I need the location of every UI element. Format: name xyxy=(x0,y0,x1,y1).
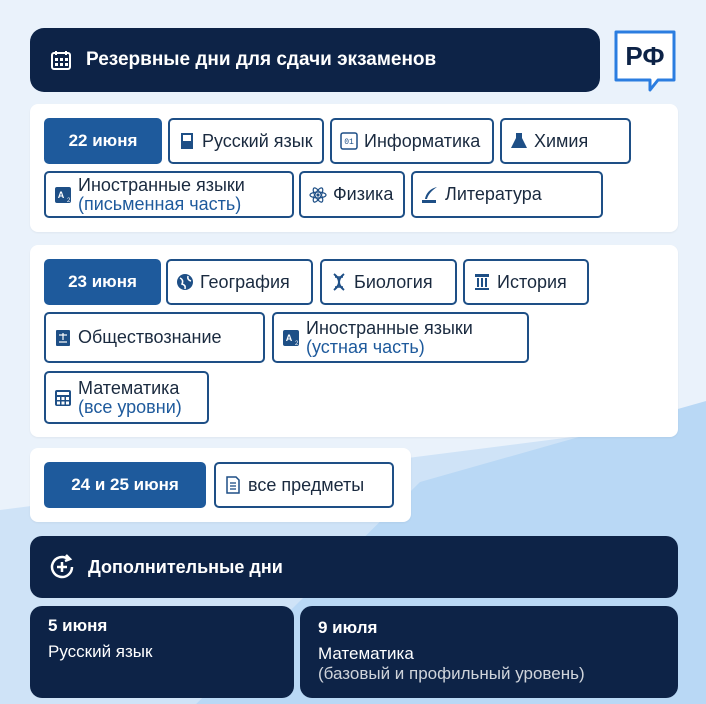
law-book-icon xyxy=(54,329,72,347)
svg-text:A: A xyxy=(285,332,293,343)
subject-label: Информатика xyxy=(364,130,481,151)
rf-logo xyxy=(612,28,678,94)
additional-day-card xyxy=(300,606,678,698)
subject-sublabel: (все уровни) xyxy=(78,396,182,417)
svg-text:2: 2 xyxy=(67,197,71,204)
subject-chip[interactable] xyxy=(166,259,313,305)
subject-chip[interactable] xyxy=(411,171,603,218)
document-icon xyxy=(224,476,242,494)
svg-text:A: A xyxy=(57,189,65,200)
subject-label: Обществознание xyxy=(78,327,222,347)
date-badge: 23 июня xyxy=(44,259,161,305)
subject-label: Русский язык xyxy=(202,130,313,151)
binary-icon xyxy=(340,132,358,150)
header-title: Резервные дни для сдачи экзаменов xyxy=(86,49,437,70)
subject-chip[interactable] xyxy=(44,371,209,424)
subject-label: все предметы xyxy=(248,474,365,495)
subject-chip[interactable] xyxy=(214,462,394,508)
book-icon xyxy=(178,132,196,150)
subject-text xyxy=(306,319,473,357)
additional-days-banner xyxy=(30,536,678,598)
translate-icon xyxy=(54,186,72,204)
additional-day-card xyxy=(30,606,294,698)
quill-icon xyxy=(421,186,439,204)
subject-label: Химия xyxy=(534,130,589,151)
subject-label: Иностранные языки xyxy=(306,317,473,338)
additional-sublabel: (базовый и профильный уровень) xyxy=(318,664,585,683)
globe-icon xyxy=(176,273,194,291)
subject-text xyxy=(78,176,245,214)
column-icon xyxy=(473,273,491,291)
svg-text:2: 2 xyxy=(295,340,299,347)
calculator-icon xyxy=(54,389,72,407)
subject-text xyxy=(78,379,182,417)
subject-sublabel: (письменная часть) xyxy=(78,193,242,214)
additional-subject: Математика xyxy=(318,644,414,663)
atom-icon xyxy=(309,186,327,204)
subject-label: География xyxy=(200,271,290,292)
subject-sublabel: (устная часть) xyxy=(306,336,425,357)
subject-chip[interactable] xyxy=(44,312,265,363)
translate-icon xyxy=(282,329,300,347)
dna-icon xyxy=(330,273,348,291)
calendar-icon xyxy=(50,49,72,71)
add-circle-icon xyxy=(48,553,76,581)
subject-chip[interactable] xyxy=(500,118,631,164)
header-banner xyxy=(30,28,600,92)
date-badge: 24 и 25 июня xyxy=(44,462,206,508)
flask-icon xyxy=(510,132,528,150)
date-badge: 22 июня xyxy=(44,118,162,164)
subject-chip[interactable] xyxy=(320,259,457,305)
logo-text: РФ xyxy=(625,41,665,71)
subject-label: Физика xyxy=(333,184,394,204)
subject-chip[interactable] xyxy=(330,118,494,164)
subject-label: История xyxy=(497,271,567,292)
subject-chip[interactable] xyxy=(272,312,529,363)
additional-date: 5 июня xyxy=(48,616,108,635)
additional-title: Дополнительные дни xyxy=(88,556,283,577)
subject-chip[interactable] xyxy=(44,171,294,218)
subject-label: Иностранные языки xyxy=(78,174,245,195)
subject-label: Биология xyxy=(354,271,433,292)
svg-text:01: 01 xyxy=(344,138,354,147)
subject-chip[interactable] xyxy=(299,171,405,218)
subject-label: Литература xyxy=(445,184,542,204)
additional-subject: Русский язык xyxy=(48,642,153,661)
subject-chip[interactable] xyxy=(463,259,589,305)
subject-chip[interactable] xyxy=(168,118,324,164)
additional-date: 9 июля xyxy=(318,618,378,637)
subject-label: Математика xyxy=(78,377,180,398)
